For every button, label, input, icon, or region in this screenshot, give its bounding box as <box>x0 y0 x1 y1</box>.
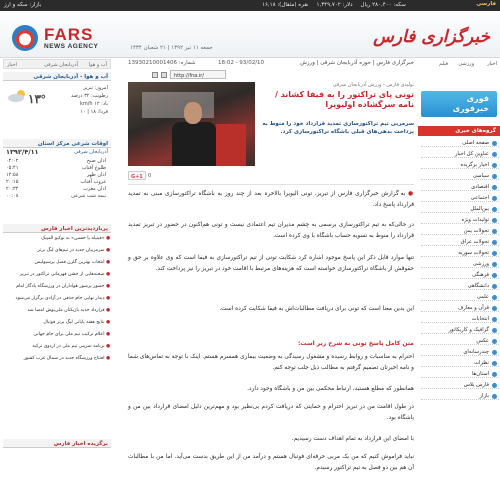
prayer-times-title: اوقات شرعی مرکز استان <box>3 139 111 148</box>
news-link-text: «فیتیله یا حسین» به توکیو المپیک <box>41 236 105 241</box>
group-link[interactable] <box>421 314 499 323</box>
header-date: جمعه ۱۱ تیر ۱۳۹۲ | ۲۱ شعبان ۱۴۳۴ <box>130 45 213 51</box>
group-label: تحولات یمن <box>463 227 489 234</box>
short-link-text[interactable]: http://fna.ir/ <box>174 72 205 79</box>
group-link[interactable] <box>421 226 499 235</box>
news-link[interactable]: ● «فیتیله یا حسین» به توکیو المپیک <box>41 236 110 241</box>
group-label: نظرات <box>474 359 489 366</box>
right-tabs <box>418 59 500 69</box>
cloud-sun-icon <box>6 89 28 103</box>
selected-news-title: برگزیده اخبار فارس <box>3 439 111 448</box>
prayer-name: طلوع آفتاب <box>81 165 106 171</box>
bullet-icon <box>492 196 497 201</box>
email-icon[interactable] <box>152 72 158 78</box>
group-link[interactable] <box>421 380 499 389</box>
prayer-time: ۱۲:۵۸ <box>6 172 19 178</box>
social-share <box>128 171 168 180</box>
bullet-icon <box>492 229 497 234</box>
prayer-time: ۰۰:۰۸ <box>6 193 19 199</box>
logo-fars-text[interactable]: FARS <box>44 25 94 44</box>
breadcrumb[interactable]: خبرگزاری فارس | حوزه آذربایجان شرقی | ورزش <box>300 60 414 66</box>
weather-title: آب و هوا - آذربایجان شرقی <box>3 72 111 81</box>
weather-line: رطوبت: ۳۲ درصد <box>70 93 108 99</box>
prayer-row <box>6 179 106 186</box>
bullet-icon <box>492 185 497 190</box>
bullet-icon <box>492 163 497 168</box>
bullet-icon <box>492 394 497 399</box>
bullet-icon <box>492 262 497 267</box>
bullet-icon <box>492 152 497 157</box>
prayer-time: ۰۴:۰۲ <box>6 158 19 164</box>
site-header <box>0 11 500 58</box>
news-link[interactable]: ● انتخاب بهترین گلزن فصل پرسپولیس <box>34 260 110 265</box>
group-link[interactable] <box>421 369 499 378</box>
article-photo[interactable] <box>128 82 255 166</box>
google-plus-button[interactable] <box>128 171 146 180</box>
group-link[interactable] <box>421 292 499 301</box>
tab-province[interactable]: آذربایجان شرقی <box>44 61 78 68</box>
group-label: بازار <box>479 392 489 399</box>
weather-line: فردا: ۱۸ | ۱۰ <box>80 109 108 115</box>
group-link[interactable] <box>421 149 499 158</box>
group-link[interactable] <box>421 391 499 400</box>
group-label: عکس <box>476 337 489 344</box>
news-link-text: برنامه تمرینی تیم ملی در اردوی ترکیه <box>32 344 105 349</box>
prayer-name: اذان صبح <box>86 158 106 164</box>
bullet-icon <box>492 328 497 333</box>
photo-figure <box>216 124 246 166</box>
bullet-icon <box>492 306 497 311</box>
group-link[interactable] <box>421 303 499 312</box>
group-link[interactable] <box>421 347 499 356</box>
bullet-icon <box>492 141 497 146</box>
article-paragraph: با امضای این قرارداد به تمام اهداف دست رسیدیم. <box>291 436 414 442</box>
article-paragraph: ● به گزارش خبرگزاری فارس از تبریز، تونی الیویرا بالاخره بعد از چند روز به باشگاه تراکتورسازی مبنی به تمدید قرارداد پاسخ داد. <box>128 191 414 208</box>
news-link[interactable]: ● صحنه‌هایی از جشن قهرمانی تراکتور در تبریز <box>19 272 110 277</box>
tab-right-sport[interactable]: ورزشی <box>458 60 474 67</box>
news-link-text: حضور پرشور هواداران در ورزشگاه یادگار امام <box>16 284 105 289</box>
article-paragraph: احترام به مناسبات و روابط رسیده و مشغول رسیدگی به وضعیت بیماری همسرم هستم. اینک با توجه به تماس‌های شما و نامه اخیرتان تصمیم گرفتم به مطالب ذیل جلب توجه کنم. <box>128 354 414 371</box>
news-link[interactable]: ● دیدار نهایی جام حذفی در آزادی برگزار می‌شود <box>15 296 110 301</box>
article-paragraph: در حالی‌که به تیم تراکتورسازی برسمی به چشم مدیران تیم اعتمادی نیست و تونی هم‌اکنون در حضور در تبریز تمدید قرارداد را منوط به تسویه حساب باشگاه با وی کرده است. <box>128 222 414 239</box>
bullet-icon <box>492 284 497 289</box>
bullet-icon <box>492 251 497 256</box>
google-plus-label: G+1 <box>131 173 143 180</box>
news-link-text: افتتاح ورزشگاه جدید در شمال غرب کشور <box>23 356 105 361</box>
photo-figure <box>184 102 202 124</box>
weather-line: باد: ۱۲ km/h <box>79 101 108 107</box>
news-link[interactable]: ● افتتاح ورزشگاه جدید در شمال غرب کشور <box>23 356 110 361</box>
article-main <box>128 70 414 487</box>
group-label: سیاسی <box>472 172 489 179</box>
prayer-time: ۲۰:۳۴ <box>6 186 19 192</box>
group-link[interactable] <box>421 160 499 169</box>
group-link[interactable] <box>421 270 499 279</box>
group-label: بین‌الملل <box>470 205 489 212</box>
news-link-text: انتخاب بهترین گلزن فصل پرسپولیس <box>34 260 105 265</box>
ticker-item: سکه: ۲۸۰,۴۰۰ ریال <box>360 2 406 8</box>
bullet-icon <box>492 174 497 179</box>
news-link-text: دیدار نهایی جام حذفی در آزادی برگزار می‌شود <box>15 296 105 301</box>
group-label: اخبار برگزیده <box>460 161 489 168</box>
group-label: انتخابات <box>471 315 489 322</box>
group-link[interactable] <box>421 204 499 213</box>
group-label: استان‌ها <box>471 370 489 377</box>
group-label: علمی <box>476 293 489 300</box>
bullet-icon <box>492 339 497 344</box>
logo-agency-text: NEWS AGENCY <box>44 43 99 50</box>
prayer-name: اذان مغرب <box>83 186 106 192</box>
prayer-name: اذان ظهر <box>86 172 106 178</box>
group-link[interactable] <box>421 259 499 268</box>
group-link[interactable] <box>421 182 499 191</box>
group-label: عناوین کل اخبار <box>454 150 489 157</box>
article-paragraph: این بدین معنا است که تونی برای دریافت مطالبات‌اش به فیفا شکایت کرده است. <box>219 306 414 312</box>
short-link-box[interactable] <box>170 70 226 79</box>
ticker-left-text[interactable]: بازار: سکه و ارز <box>4 2 42 8</box>
bullet-icon <box>492 350 497 355</box>
article-paragraph-text: به گزارش خبرگزاری فارس از تبریز، تونی الیویرا بالاخره بعد از چند روز به باشگاه تراکتورسازی مبنی به تمدید قرارداد پاسخ داد. <box>128 191 414 208</box>
group-label: چندرسانه‌ای <box>463 348 489 355</box>
group-label: تحولات عراق <box>460 238 489 245</box>
group-link[interactable] <box>421 193 499 202</box>
language-link[interactable]: فارسی <box>476 1 496 7</box>
bullet-icon <box>492 295 497 300</box>
weather-tabs <box>3 59 111 69</box>
prayer-row <box>6 158 106 165</box>
group-label: فرهنگی <box>472 271 489 278</box>
latest-news-title: پربازدیدترین اخبار فارس <box>3 224 111 233</box>
group-link[interactable] <box>421 358 499 367</box>
photo-background <box>142 92 214 118</box>
article-number: شماره: 13930210001406 <box>128 60 196 66</box>
group-label: صفحه اصلی <box>462 139 489 146</box>
news-link[interactable]: ● نتایج هفته پایانی لیگ برتر فوتبال <box>43 320 110 325</box>
news-link-text: اعلام ترکیب تیم ملی برای جام جهانی <box>33 332 105 337</box>
news-link[interactable]: ● حضور پرشور هواداران در ورزشگاه یادگار امام <box>16 284 110 289</box>
article-datetime: 93/02/10 - 18:02 <box>218 60 265 66</box>
prayer-time: ۲۰:۱۵ <box>6 179 19 185</box>
prayer-date: ۱۳۹۲/۴/۱۱ <box>6 148 39 156</box>
fars-logo-icon[interactable] <box>12 25 38 51</box>
ticker-item: نقره (مثقال): ۱۶,۱۸ <box>262 2 309 8</box>
article-paragraph: همانطور که مطلع هستید، ارتباط محکمی بین من و باشگاه وجود دارد. <box>247 386 414 392</box>
news-link-text: سرمربیان جدید در تیم‌های لیگ برتر <box>37 248 105 253</box>
article-paragraph: تنها موارد قابل ذکر این پاسخ موجود اشاره کرد شکایت تونی از تیم تراکتورسازی به فیفا است که وی علاوه بر حق و حقوقش از باشگاه تراکتورسازی خواسته است که هزینه‌های مرتبط با اقامت خود در تبریز را نیز پرداخت کند. <box>128 255 414 272</box>
tab-right-news[interactable]: اخبار <box>487 60 497 67</box>
bullet-icon <box>492 383 497 388</box>
weather-line: امروز: تبریز <box>83 85 108 91</box>
news-link[interactable]: ● قرارداد جدید بازیکنان ملی‌پوش امضا شد <box>27 308 110 313</box>
bullet-icon <box>492 240 497 245</box>
article-paragraph: در طول اقامت من در تبریز احترام و حمایتی که دریافت کردم بی‌نظیر بود و مهم‌ترین دلیل امضای قرارداد بین من و باشگاه بود. <box>128 404 414 421</box>
news-link[interactable]: ● برنامه تمرینی تیم ملی در اردوی ترکیه <box>32 344 110 349</box>
prayer-time: ۰۵:۴۱ <box>6 165 19 171</box>
article-surtitle: تولیدی فارس - ورزش آذربایجان شرقی <box>332 82 414 88</box>
photo-figure <box>172 122 216 166</box>
prayer-row <box>6 165 106 172</box>
group-link[interactable] <box>421 336 499 345</box>
share-count: 0 <box>148 172 152 179</box>
ticker-item: دلار: ۱,۳۴۹,۷۰۲ <box>316 2 353 8</box>
breaking-news-banner[interactable] <box>421 91 497 117</box>
prayer-name: غروب آفتاب <box>80 179 106 185</box>
prayer-row <box>6 172 106 179</box>
news-link[interactable]: ● سرمربیان جدید در تیم‌های لیگ برتر <box>37 248 110 253</box>
print-icon[interactable] <box>161 72 167 78</box>
group-link[interactable] <box>421 325 499 334</box>
news-link-text: نتایج هفته پایانی لیگ برتر فوتبال <box>43 320 105 325</box>
tab-news[interactable]: اخبار <box>7 61 17 68</box>
group-link[interactable] <box>421 171 499 180</box>
group-link[interactable] <box>421 237 499 246</box>
article-paragraph: نباید فراموش کنیم که من یک مربی حرفه‌ای فوتبال هستم و درآمد من از این طریق بدست می‌آید. اما من با مطالبات آن هم بین دو فصل به تیم تراکتور رسیدم. <box>128 454 414 471</box>
prayer-row <box>6 186 106 193</box>
news-groups-title: گروه‌های خبری <box>418 126 500 136</box>
logo-persian-text[interactable]: خبرگزاری فارس <box>373 27 490 47</box>
group-label: فارس پلاس <box>463 381 489 388</box>
bullet-icon <box>492 273 497 278</box>
group-label: تحولات سوریه <box>458 249 489 256</box>
group-label: ورزشی <box>472 260 489 267</box>
article-subhead: متن کامل پاسخ تونی به شرح زیر است: <box>297 340 414 347</box>
top-ticker-bar <box>0 0 500 11</box>
breaking-label-2: خبرفوری <box>452 104 489 113</box>
article-lead: سرمربی تیم تراکتورسازی تمدید قرارداد خود را منوط به پرداخت بدهی‌های قبلی باشگاه تراکتورسازی کرد. <box>262 121 414 135</box>
group-label: تولیدات ویژه <box>461 216 489 223</box>
tab-weather[interactable]: آب و هوا <box>88 61 107 68</box>
group-link[interactable] <box>421 215 499 224</box>
group-link[interactable] <box>421 248 499 257</box>
prayer-province: آذربایجان شرقی <box>74 149 108 155</box>
ticker-prices <box>262 2 406 8</box>
article-meta-bar <box>128 59 414 69</box>
group-link[interactable] <box>421 138 499 147</box>
bullet-icon <box>492 317 497 322</box>
prayer-row <box>6 193 106 200</box>
bullet-icon <box>492 361 497 366</box>
news-link[interactable]: ● اعلام ترکیب تیم ملی برای جام جهانی <box>33 332 110 337</box>
group-label: قرآن و معارف <box>457 304 489 311</box>
bullet-icon <box>492 218 497 223</box>
left-sidebar <box>0 59 112 487</box>
group-label: گرافیک و کاریکاتور <box>448 326 489 333</box>
group-label: اجتماعی <box>470 194 489 201</box>
group-link[interactable] <box>421 281 499 290</box>
article-title: تونی پای تراکتور را به فیفا کشاند / نامه سرگشاده اولیویرا <box>274 90 414 109</box>
prayer-name: نیمه شب شرعی <box>71 193 106 199</box>
divider <box>128 184 414 185</box>
breaking-label-1: فوری <box>466 94 489 103</box>
group-label: دانشگاهی <box>467 282 489 289</box>
group-label: اقتصادی <box>471 183 489 190</box>
tab-right-video[interactable]: فیلم <box>439 60 448 67</box>
bullet-icon <box>492 207 497 212</box>
right-sidebar <box>418 59 500 487</box>
news-link-text: صحنه‌هایی از جشن قهرمانی تراکتور در تبریز <box>19 272 105 277</box>
bullet-icon <box>492 372 497 377</box>
weather-temperature: ۱۳° <box>28 92 46 106</box>
news-link-text: قرارداد جدید بازیکنان ملی‌پوش امضا شد <box>27 308 105 313</box>
